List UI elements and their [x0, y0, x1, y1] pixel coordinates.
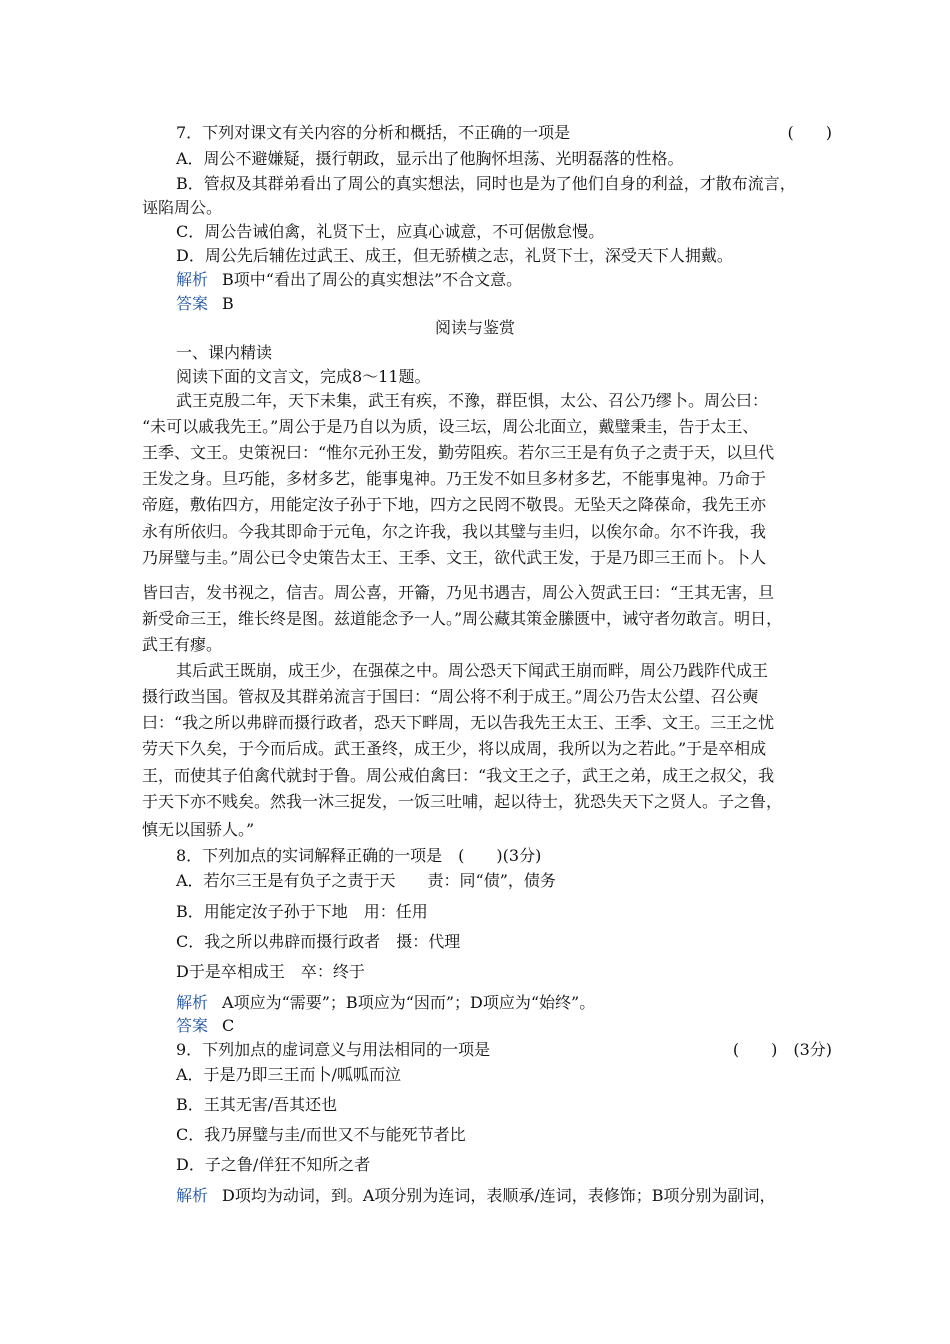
q8-option-c: C．我之所以弗辟而摄行政者 摄：代理 [176, 932, 461, 951]
q7-analysis-text: B项中“看出了周公的真实想法”不合文意。 [222, 270, 523, 289]
passage-line: 曰：“我之所以弗辟而摄行政者，恐天下畔周，无以告我先王太王、王季、文王。三王之忧 [142, 713, 775, 732]
q7-option-a: A．周公不避嫌疑，摄行朝政，显示出了他胸怀坦荡、光明磊落的性格。 [176, 149, 684, 168]
section-title: 阅读与鉴赏 [434, 318, 515, 337]
q7-stem [176, 123, 832, 143]
passage-line: 永有所依归。今我其即命于元龟，尔之许我，我以其璧与圭归，以俟尔命。尔不许我，我 [142, 522, 767, 541]
passage-instruction: 阅读下面的文言文，完成8～11题。 [176, 367, 431, 386]
passage-line: 慎无以国骄人。” [142, 820, 255, 839]
q8-answer-text: C [222, 1016, 235, 1035]
passage-line: 王季、文王。史策祝曰：“惟尔元孙王发，勤劳阻疾。若尔三王是有负子之责于天，以旦代 [142, 443, 775, 462]
passage-line: 劳天下久矣，于今而后成。武王蚤终，成王少，将以成周，我所以为之若此。”于是卒相成 [142, 739, 767, 758]
q7-analysis [176, 270, 522, 290]
q8-answer [176, 1016, 234, 1036]
passage-line: 武王克殷二年，天下未集，武王有疾，不豫，群臣惧，太公、召公乃缪卜。周公曰： [176, 391, 769, 410]
passage-line: 摄行政当国。管叔及其群弟流言于国曰：“周公将不利于成王。”周公乃告太公望、召公奭 [142, 687, 759, 706]
passage-line: 新受命三王，维长终是图。兹道能念予一人。”周公藏其策金縢匮中，诫守者勿敢言。明日， [142, 609, 783, 628]
q7-option-c: C．周公告诫伯禽，礼贤下士，应真心诚意，不可倨傲怠慢。 [176, 222, 605, 241]
subsection-title: 一、课内精读 [176, 343, 273, 362]
q9-answer-paren: ( ) (3分) [732, 1040, 832, 1059]
passage-line: 其后武王既崩，成王少，在强葆之中。周公恐天下闻武王崩而畔，周公乃践阼代成王 [176, 661, 769, 680]
q8-stem: 8．下列加点的实词解释正确的一项是 ( )(3分) [176, 846, 542, 865]
passage-line: 王发之身。旦巧能，多材多艺，能事鬼神。乃王发不如旦多材多艺，不能事鬼神。乃命于 [142, 469, 767, 488]
q9-option-b: B．王其无害/吾其还也 [176, 1095, 338, 1114]
q9-analysis-text: D项均为动词，到。A项分别为连词，表顺承/连词，表修饰；B项分别为副词， [222, 1186, 776, 1205]
q7-answer [176, 294, 234, 314]
q7-answer-paren: ( ) [787, 123, 832, 142]
q8-answer-label: 答案 [176, 1016, 209, 1035]
q9-option-c: C．我乃屏璧与圭/而世又不与能死节者比 [176, 1125, 466, 1144]
passage-line: “未可以戚我先王。”周公于是乃自以为质，设三坛，周公北面立，戴璧秉圭，告于太王、 [142, 417, 759, 436]
q8-option-a: A．若尔三王是有负子之责于天 责：同“债”，债务 [176, 871, 556, 890]
passage-line: 乃屏璧与圭。”周公已令史策告太王、王季、文王，欲代武王发，于是乃即三王而卜。卜人 [142, 548, 767, 567]
q7-answer-text: B [222, 294, 234, 313]
passage-line: 武王有瘳。 [142, 635, 223, 654]
q8-option-d: D于是卒相成王 卒：终于 [176, 962, 365, 981]
passage-line: 帝庭，敷佑四方，用能定汝子孙于下地，四方之民罔不敬畏。无坠天之降葆命，我先王亦 [142, 495, 767, 514]
q9-option-a: A．于是乃即三王而卜/呱呱而泣 [176, 1065, 401, 1084]
q9-stem-text: 9．下列加点的虚词意义与用法相同的一项是 [176, 1040, 491, 1059]
q7-analysis-label: 解析 [176, 270, 209, 289]
q8-option-b: B．用能定汝子孙于下地 用：任用 [176, 902, 428, 921]
passage-line: 于天下亦不贱矣。然我一沐三捉发，一饭三吐哺，起以待士，犹恐失天下之贤人。子之鲁， [142, 792, 783, 811]
q7-option-b: B．管叔及其群弟看出了周公的真实想法，同时也是为了他们自身的利益，才散布流言， [176, 174, 796, 193]
q9-analysis [176, 1186, 776, 1206]
q9-stem [176, 1040, 832, 1060]
q9-option-d: D．子之鲁/佯狂不知所之者 [176, 1155, 371, 1174]
q7-stem-text: 7．下列对课文有关内容的分析和概括，不正确的一项是 [176, 123, 571, 142]
q7-option-b-cont: 诬陷周公。 [142, 198, 223, 217]
passage-line: 皆曰吉，发书视之，信吉。周公喜，开籥，乃见书遇吉，周公入贺武王曰：“王其无害，旦 [142, 583, 775, 602]
q9-analysis-label: 解析 [176, 1186, 209, 1205]
q8-analysis-text: A项应为“需要”；B项应为“因而”；D项应为“始终”。 [222, 993, 596, 1012]
passage-line: 王，而使其子伯禽代就封于鲁。周公戒伯禽曰：“我文王之子，武王之弟，成王之叔父，我 [142, 766, 775, 785]
q8-analysis [176, 993, 595, 1013]
q8-analysis-label: 解析 [176, 993, 209, 1012]
q7-answer-label: 答案 [176, 294, 209, 313]
q7-option-d: D．周公先后辅佐过武王、成王，但无骄横之志，礼贤下士，深受天下人拥戴。 [176, 246, 733, 265]
